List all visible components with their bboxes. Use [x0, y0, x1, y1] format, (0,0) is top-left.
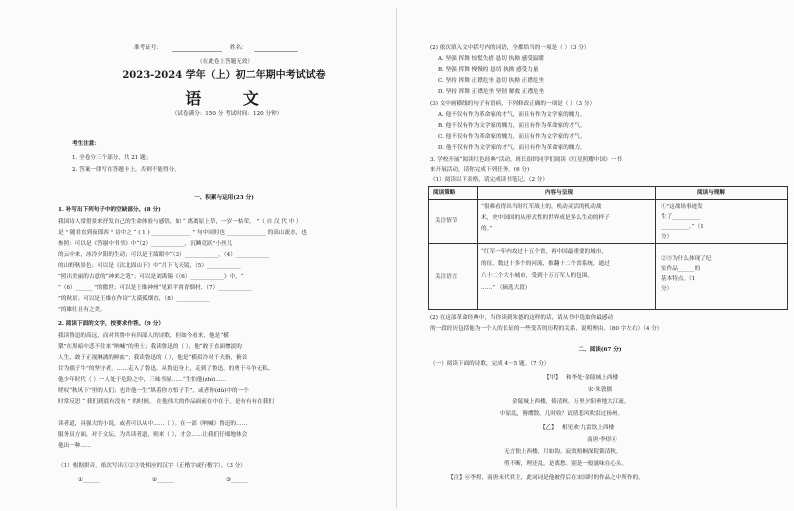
q2b-sub3-title: (3) 文中画横线的句子有语病，下列修改正确的一项是（ ）（3 分）: [430, 101, 596, 107]
instructions-title: 考生注意：: [72, 141, 100, 147]
q2-paragraph-line: 读者道，具强大的小说，或者可以从中……（ ）。在一部《呐喊》鲁迅的……: [58, 421, 248, 427]
table-row-2-understanding: 基本特点。（1: [661, 276, 696, 282]
q3-title-2: 来开展活动，请你完成下列任务。(6 分): [430, 167, 530, 173]
q3-title: 3. 学校开展“阅读红色经典”活动，班长组织同学们阅读《红星照耀中国》一书: [430, 157, 622, 163]
q2-paragraph-line: 槊”在黑暗中悲不住来“呐喊”的勇士；我读鲁迅的（ ），他“敢于直面惨淡的: [58, 344, 242, 350]
table-row-divider: [429, 243, 787, 244]
table-row-2-understanding: ②③为什么体现了纪: [661, 256, 712, 262]
q3-sub2-line: (2) 在这部革命经典中，当你读到朱德的这样的话，请从书中选取你最感动: [430, 315, 614, 321]
q1-line: 我国诗人常借景来抒发自己的生命体验与感悟，如 “ 离离原上草，一岁一枯荣。 ”（ 自 汉 代 中 ）: [58, 219, 302, 225]
q1-line: 参照：可以是《答谢中书书》中“（2）____________，沉鳞竞跃”小丝儿: [58, 241, 233, 247]
subject-title: 语 文: [185, 89, 277, 108]
table-row-2-understanding: 实作品______的: [661, 266, 701, 272]
reading1-title: （一）阅读下面的诗歌，完成 4～5 题。（7 分）: [430, 361, 550, 367]
q2b-sub3-option: D. 他不仅有作为文学家的才气，而且有作为革命家的魄力。: [438, 145, 586, 151]
poem1-title: 和李处·金陵城上西楼: [566, 375, 619, 381]
instruction-2: 2. 答案一律写在答题卡上，否则不能得分。: [72, 167, 180, 173]
poem2-line: 剪不断，理还乱，是离愁。别是一般滋味在心头。: [504, 461, 628, 467]
table-row-2-content: “红军一年内攻过十五个省，再中国最重要的城市，: [481, 249, 607, 255]
poem2-author: 南唐·李煜⑥: [587, 437, 617, 443]
q2-blank-3: ③______: [226, 477, 248, 483]
table-row-1-content: 的。”: [481, 226, 493, 232]
section1-title: 一、积累与运用(23 分): [194, 195, 254, 201]
table-row-1-strategy: 关注情节: [435, 218, 458, 224]
q1-line: 的云中来，冰冷夕阳的生动；可以是王绩眼中“（3）____________，（4）____________: [58, 252, 270, 258]
q2-paragraph-line: 我读鲁迅的高远，而对其鲁中有四部人的诗歌，但如今看来，他是“横: [58, 333, 229, 339]
q2-blank-2: ②______: [152, 477, 174, 483]
table-row-2-content: 的征，数过十多个的河流，推翻十二个省系统，通过: [481, 261, 610, 267]
q1-line: ”的雄壮且有之美。: [58, 307, 106, 313]
table-row-2-content: 六十二个大小城市，受到十万万军人的包围，: [481, 273, 593, 279]
q1-line: ”照出美丽的古意的“神来之笔”；可以是刘禹锡《（6）____________》中，“: [58, 274, 244, 280]
table-row-1-understanding: __________。”（1: [661, 224, 704, 230]
q2-paragraph-line: 甘为孺子牛”的坚守者。……走入了鲁迅，从鲁迅身上，走到了鲁迅，的勇于斗争无私。: [58, 366, 274, 372]
poem1-tag: 【甲】: [544, 375, 561, 381]
table-row-1-content: 术，史中国国的从形式性的世界成是多么生动的样子: [481, 215, 610, 221]
poem1-line: 金陵城上西楼，倚清秋。万里夕阳垂地大江流。: [512, 399, 630, 405]
instruction-1: 1. 全卷分三个部分，共 21 题；: [72, 155, 152, 161]
table-header-understanding: 阅读与理解: [697, 190, 725, 196]
q1-line: ”的秋景；可以是王维在作诗“大漠孤烟直，（8）____________: [58, 296, 210, 302]
q2-sub1: （1）根据拼音，依次写出①②③处相应的汉字（正楷字或行楷字）。（3 分）: [58, 463, 246, 469]
table-row-1-understanding: 分）: [661, 234, 673, 240]
exam-number-label: 准考证号：: [134, 45, 162, 51]
q2-paragraph-line: 嗟叹“秋风下”里的人们；也许他一生“纵着你方怕子手”，或者你(dǔ)中的一个: [58, 388, 249, 394]
q2b-sub3-option: A. 他不仅有作为革命家的才气，而且有作为文学家的魄力。: [438, 112, 586, 118]
notice: （在此卷上答题无效）: [197, 59, 253, 65]
q2-paragraph-line: 时常反思 “ 我们到底有没有 ” 的时候， 在他伟大的作品面前在中在于，是有有有在我们: [58, 399, 274, 405]
q3-sub1: （1）阅读以下表格，请完成读书笔记。（2 分）: [430, 177, 548, 183]
q2b-option-a: A. 坚强 挥舞 惊慌失措 恳切 执拗 感受温暖: [438, 56, 544, 62]
poem-note: 【注】⑥李煜，南唐末代君主，此词词是他被俘后在宋国时的作品之中所作的。: [448, 475, 644, 481]
column-divider: [396, 8, 397, 508]
q2b-option-b: B. 坚强 挥舞 慢慢的 恳切 执拗 感受力量: [438, 67, 539, 73]
q3-sub2-line: 的一段经历包括他为一个人的长征的一些受苦的历程的关系，说明理由。（80 字左右）（4 分）: [430, 326, 663, 332]
table-row-2-content: ……” （摘选大段）: [481, 285, 531, 291]
table-col-divider: [655, 187, 656, 309]
poem1-line: 中原乱，簪缨散，几时收？试倩悲风吹泪过扬州。: [500, 411, 624, 417]
poem2-title: 相见欢·九雷饮上西楼: [562, 425, 615, 431]
q2b-sub3-option: C. 他不仅有作为革命家的魄力，而且有作为文学家的才气。: [438, 134, 586, 140]
q1-line: 的山野秋景色；可以是《次北固山下》中“月下飞天镜，（5）____________: [58, 263, 241, 269]
table-row-divider: [429, 199, 787, 200]
q1-line: ”（6）______ ”的傲世；可以是王维神州“见彩平霄青烟村，（7）____________: [58, 285, 252, 291]
poem2-line: 无言独上西楼，月如钩。寂寞梧桐深院锁清秋。: [504, 449, 622, 455]
q2-paragraph-line: 他出一种……: [58, 443, 92, 449]
q2b-option-c: C. 坚持 挥舞 正襟危坐 恳切 执拗 正襟危坐: [438, 78, 545, 84]
name-line: [254, 51, 298, 52]
table-row-1-understanding: ①"这战场事迹发: [661, 204, 703, 210]
q2-title: 2. 阅读下面的文字，按要求作答。（9 分）: [58, 321, 164, 327]
table-col-divider: [477, 187, 478, 309]
q2-blank-1: ①______: [78, 477, 100, 483]
q2-paragraph-line: 人生，敢于正视淋漓的鲜血”；我读鲁迅的（ ），他是“横眉冷对千夫指，俯首: [58, 355, 248, 361]
q2b-sub3-option: B. 他不仅有作为文学家的魄力，而且有作为革命家的才气。: [438, 123, 586, 129]
table-row-2-strategy: 关注语言: [435, 274, 458, 280]
exam-number-line: [172, 51, 222, 52]
name-label: 姓名：: [230, 45, 247, 51]
q1-title: 1. 补写出下列句子中的空缺部分。(8 分): [58, 207, 161, 213]
q2b-title: (2) 依次填入文中括号内的词语，全都恰当的一项是（ ）（3 分）: [430, 45, 590, 51]
exam-meta: （试卷满分：150 分 考试时间：120 分钟）: [171, 111, 283, 117]
table-row-2-understanding: 分）: [661, 286, 673, 292]
q2b-option-d: D. 坚持 挥舞 正襟危坐 坚韧 解救 正襟危坐: [438, 89, 545, 95]
table-header-strategy: 阅读策略: [433, 190, 456, 196]
table-row-1-understanding: 生了__________: [661, 214, 701, 220]
table-header-content: 内容与呈现: [545, 190, 573, 196]
exam-title: 2023-2024 学年（上）初二年期中考试试卷: [122, 70, 326, 81]
section2-title: 二、阅读(67 分): [578, 347, 622, 353]
reading-notes-table: [428, 186, 788, 310]
table-row-1-content: “很难看得出当时红军战士的，机动灵活的机动战: [481, 204, 602, 210]
q2-paragraph-line: 他少年时代（ ）一人处于危险之中，三味书屋……“生怕他(zhì)……: [58, 377, 227, 383]
q1-line: 是 " 随君直到夜郎西 " 诗中之 “ ( 1 ) ______________ ” 句中同时也 ______________ 的高山流水，也: [58, 230, 307, 236]
poem2-tag: 【乙】: [540, 425, 557, 431]
q2-paragraph-line: 服务员方面，对于文坛，为共读者道，则来（ ），才会……让我们仔细地体会: [58, 432, 248, 438]
poem1-author: 宋·朱敦儒: [587, 387, 613, 393]
